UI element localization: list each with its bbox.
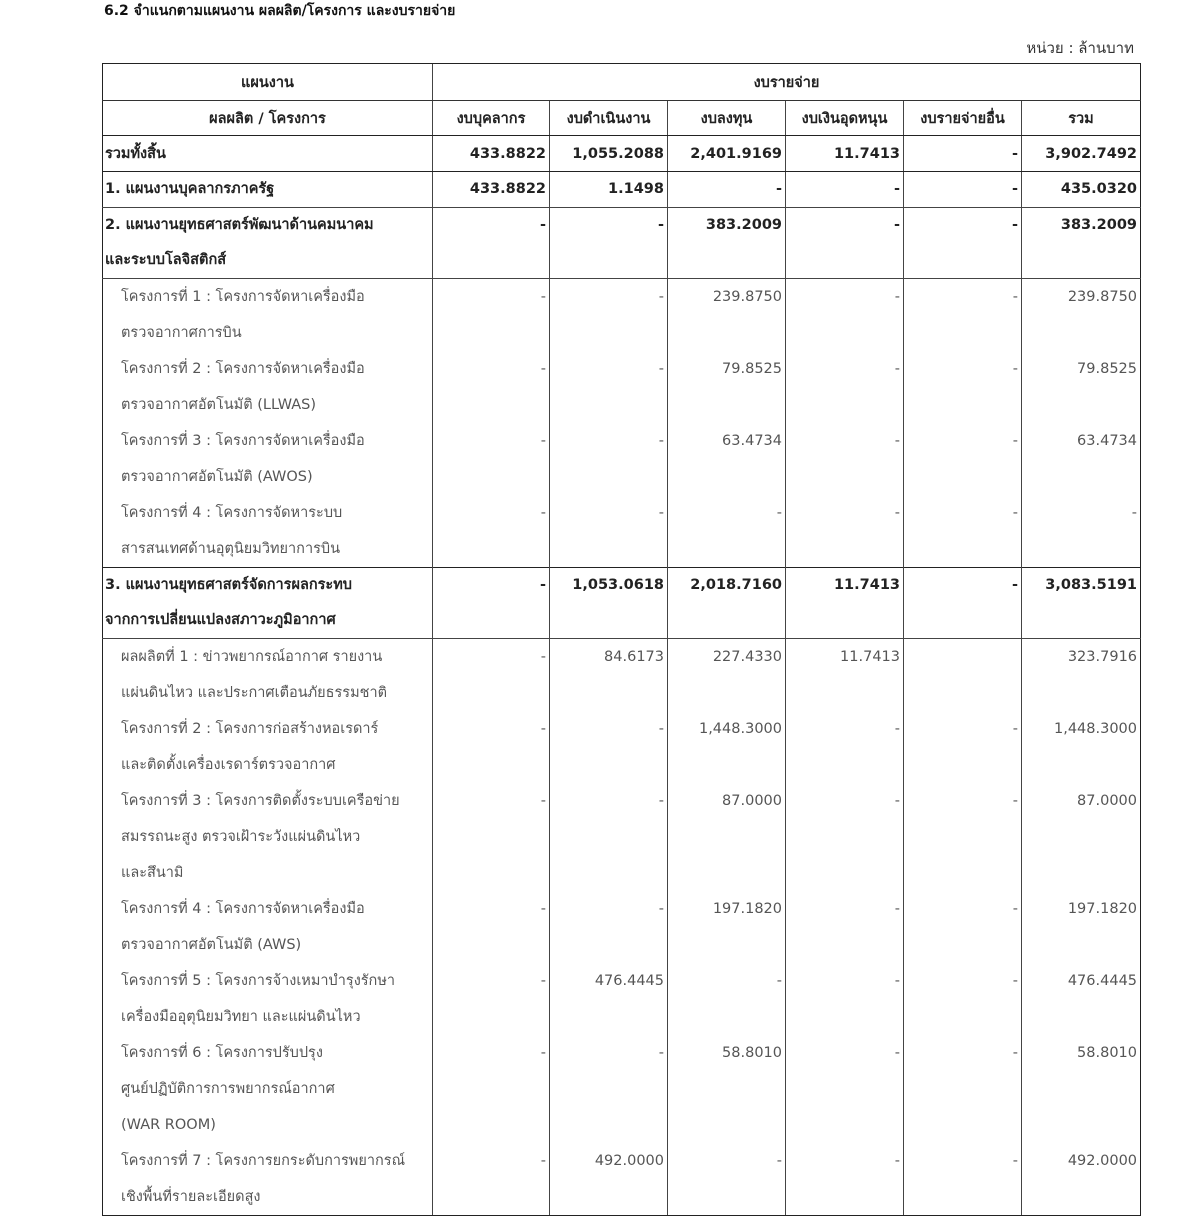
value-investment: 227.4330 xyxy=(668,639,786,712)
value-subsidy: - xyxy=(786,891,904,963)
value-operating: - xyxy=(550,208,668,279)
project-row xyxy=(103,423,1141,495)
project-row xyxy=(103,495,1141,568)
value-operating: - xyxy=(550,1035,668,1143)
project-row xyxy=(103,963,1141,1035)
value-subsidy: - xyxy=(786,1143,904,1216)
col-header-personnel: งบบุคลากร xyxy=(433,101,550,136)
value-operating: - xyxy=(550,279,668,352)
name-line: ผลผลิตที่ 1 : ข่าวพยากรณ์อากาศ รายงาน xyxy=(121,649,383,665)
total-investment: 2,401.9169 xyxy=(668,136,786,172)
col-header-operating: งบดำเนินงาน xyxy=(550,101,668,136)
name-line: ศูนย์ปฏิบัติการการพยากรณ์อากาศ xyxy=(121,1081,335,1097)
project-name xyxy=(103,279,433,352)
total-personnel: 433.8822 xyxy=(433,136,550,172)
value-investment: - xyxy=(668,172,786,208)
value-sum: 3,083.5191 xyxy=(1022,568,1141,639)
value-operating: - xyxy=(550,891,668,963)
project-row xyxy=(103,351,1141,423)
name-line: และติดตั้งเครื่องเรดาร์ตรวจอากาศ xyxy=(121,757,336,773)
col-header-subsidy: งบเงินอุดหนุน xyxy=(786,101,904,136)
value-personnel: - xyxy=(433,1143,550,1216)
name-line: และระบบโลจิสติกส์ xyxy=(105,252,227,268)
project-row xyxy=(103,639,1141,712)
value-personnel: - xyxy=(433,423,550,495)
value-subsidy: - xyxy=(786,279,904,352)
project-row xyxy=(103,1143,1141,1216)
value-subsidy: - xyxy=(786,172,904,208)
value-sum: - xyxy=(1022,495,1141,568)
project-name xyxy=(103,891,433,963)
value-personnel: - xyxy=(433,568,550,639)
name-line: โครงการที่ 5 : โครงการจ้างเหมาบำรุงรักษา xyxy=(121,973,396,989)
value-other: - xyxy=(904,172,1022,208)
value-subsidy: 11.7413 xyxy=(786,568,904,639)
value-personnel: - xyxy=(433,208,550,279)
plan-name xyxy=(103,568,433,639)
value-other: - xyxy=(904,279,1022,352)
name-line: 1. แผนงานบุคลากรภาครัฐ xyxy=(105,181,275,197)
total-other: - xyxy=(904,136,1022,172)
project-name xyxy=(103,495,433,568)
name-line: เครื่องมืออุตุนิยมวิทยา และแผ่นดินไหว xyxy=(121,1009,361,1025)
total-sum: 3,902.7492 xyxy=(1022,136,1141,172)
value-other xyxy=(904,639,1022,712)
table-body xyxy=(103,136,1141,1216)
value-other: - xyxy=(904,1035,1022,1143)
value-investment: 239.8750 xyxy=(668,279,786,352)
value-personnel: - xyxy=(433,783,550,891)
name-line: 2. แผนงานยุทธศาสตร์พัฒนาด้านคมนาคม xyxy=(105,217,374,233)
total-operating: 1,055.2088 xyxy=(550,136,668,172)
name-line: ตรวจอากาศอัตโนมัติ (AWS) xyxy=(121,937,302,953)
value-investment: 63.4734 xyxy=(668,423,786,495)
value-operating: - xyxy=(550,423,668,495)
value-subsidy: - xyxy=(786,495,904,568)
name-line: โครงการที่ 4 : โครงการจัดหาเครื่องมือ xyxy=(121,901,365,917)
value-investment: - xyxy=(668,495,786,568)
total-label: รวมทั้งสิ้น xyxy=(103,136,433,172)
value-investment: 79.8525 xyxy=(668,351,786,423)
value-personnel: 433.8822 xyxy=(433,172,550,208)
plan-row xyxy=(103,568,1141,639)
value-sum: 197.1820 xyxy=(1022,891,1141,963)
name-line: แผ่นดินไหว และประกาศเตือนภัยธรรมชาติ xyxy=(121,685,388,701)
value-subsidy: 11.7413 xyxy=(786,639,904,712)
value-personnel: - xyxy=(433,639,550,712)
project-row xyxy=(103,711,1141,783)
value-sum: 58.8010 xyxy=(1022,1035,1141,1143)
name-line: โครงการที่ 3 : โครงการติดตั้งระบบเครือข่าย xyxy=(121,793,400,809)
value-other: - xyxy=(904,891,1022,963)
unit-label: หน่วย : ล้านบาท xyxy=(1026,39,1134,57)
section-title: 6.2 จำแนกตามแผนงาน ผลผลิต/โครงการ และงบรายจ่าย xyxy=(104,3,456,19)
value-subsidy: - xyxy=(786,208,904,279)
value-operating: 476.4445 xyxy=(550,963,668,1035)
value-investment: 197.1820 xyxy=(668,891,786,963)
value-other: - xyxy=(904,1143,1022,1216)
budget-table xyxy=(102,63,1141,1216)
value-subsidy: - xyxy=(786,711,904,783)
name-line: โครงการที่ 2 : โครงการก่อสร้างหอเรดาร์ xyxy=(121,721,379,737)
value-subsidy: - xyxy=(786,423,904,495)
value-personnel: - xyxy=(433,1035,550,1143)
project-name xyxy=(103,351,433,423)
name-line: 3. แผนงานยุทธศาสตร์จัดการผลกระทบ xyxy=(105,577,352,593)
value-personnel: - xyxy=(433,891,550,963)
value-other: - xyxy=(904,711,1022,783)
value-investment: - xyxy=(668,1143,786,1216)
name-line: สมรรถนะสูง ตรวจเฝ้าระวังแผ่นดินไหว xyxy=(121,829,361,845)
name-line: โครงการที่ 2 : โครงการจัดหาเครื่องมือ xyxy=(121,361,365,377)
plan-header-line1: แผนงาน xyxy=(103,64,433,101)
project-name xyxy=(103,423,433,495)
value-personnel: - xyxy=(433,963,550,1035)
value-other: - xyxy=(904,423,1022,495)
project-row xyxy=(103,783,1141,891)
value-sum: 63.4734 xyxy=(1022,423,1141,495)
value-other: - xyxy=(904,351,1022,423)
project-name xyxy=(103,711,433,783)
col-header-total: รวม xyxy=(1022,101,1141,136)
value-subsidy: - xyxy=(786,963,904,1035)
project-name xyxy=(103,963,433,1035)
value-investment: - xyxy=(668,963,786,1035)
value-investment: 87.0000 xyxy=(668,783,786,891)
value-operating: - xyxy=(550,351,668,423)
name-line: โครงการที่ 6 : โครงการปรับปรุง xyxy=(121,1045,323,1061)
value-sum: 435.0320 xyxy=(1022,172,1141,208)
value-personnel: - xyxy=(433,711,550,783)
plan-row xyxy=(103,208,1141,279)
budget-header: งบรายจ่าย xyxy=(433,64,1141,101)
name-line: เชิงพื้นที่รายละเอียดสูง xyxy=(121,1189,261,1205)
value-personnel: - xyxy=(433,495,550,568)
value-sum: 87.0000 xyxy=(1022,783,1141,891)
project-row xyxy=(103,1035,1141,1143)
plan-name xyxy=(103,172,433,208)
value-operating: 492.0000 xyxy=(550,1143,668,1216)
value-personnel: - xyxy=(433,279,550,352)
name-line: สารสนเทศด้านอุตุนิยมวิทยาการบิน xyxy=(121,541,340,557)
value-operating: 1,053.0618 xyxy=(550,568,668,639)
value-investment: 58.8010 xyxy=(668,1035,786,1143)
total-subsidy: 11.7413 xyxy=(786,136,904,172)
value-investment: 2,018.7160 xyxy=(668,568,786,639)
plan-row xyxy=(103,172,1141,208)
value-sum: 492.0000 xyxy=(1022,1143,1141,1216)
value-operating: - xyxy=(550,495,668,568)
value-operating: 84.6173 xyxy=(550,639,668,712)
value-other: - xyxy=(904,783,1022,891)
project-name xyxy=(103,639,433,712)
col-header-other: งบรายจ่ายอื่น xyxy=(904,101,1022,136)
name-line: ตรวจอากาศอัตโนมัติ (AWOS) xyxy=(121,469,313,485)
name-line: ตรวจอากาศการบิน xyxy=(121,325,242,341)
name-line: โครงการที่ 4 : โครงการจัดหาระบบ xyxy=(121,505,343,521)
name-line: โครงการที่ 3 : โครงการจัดหาเครื่องมือ xyxy=(121,433,365,449)
name-line: โครงการที่ 7 : โครงการยกระดับการพยากรณ์ xyxy=(121,1153,406,1169)
value-sum: 323.7916 xyxy=(1022,639,1141,712)
name-line: จากการเปลี่ยนแปลงสภาวะภูมิอากาศ xyxy=(105,612,336,628)
name-line: และสึนามิ xyxy=(121,865,184,881)
name-line: (WAR ROOM) xyxy=(121,1117,216,1133)
value-subsidy: - xyxy=(786,1035,904,1143)
value-sum: 79.8525 xyxy=(1022,351,1141,423)
value-other: - xyxy=(904,568,1022,639)
value-personnel: - xyxy=(433,351,550,423)
value-operating: 1.1498 xyxy=(550,172,668,208)
project-name xyxy=(103,1143,433,1216)
name-line: โครงการที่ 1 : โครงการจัดหาเครื่องมือ xyxy=(121,289,365,305)
value-other: - xyxy=(904,495,1022,568)
value-investment: 1,448.3000 xyxy=(668,711,786,783)
value-subsidy: - xyxy=(786,351,904,423)
value-sum: 1,448.3000 xyxy=(1022,711,1141,783)
value-sum: 476.4445 xyxy=(1022,963,1141,1035)
value-sum: 239.8750 xyxy=(1022,279,1141,352)
project-name xyxy=(103,1035,433,1143)
col-header-investment: งบลงทุน xyxy=(668,101,786,136)
project-row xyxy=(103,279,1141,352)
value-sum: 383.2009 xyxy=(1022,208,1141,279)
value-investment: 383.2009 xyxy=(668,208,786,279)
value-other: - xyxy=(904,963,1022,1035)
name-line: ตรวจอากาศอัตโนมัติ (LLWAS) xyxy=(121,397,317,413)
total-row xyxy=(103,136,1141,172)
project-row xyxy=(103,891,1141,963)
value-other: - xyxy=(904,208,1022,279)
plan-name xyxy=(103,208,433,279)
value-operating: - xyxy=(550,711,668,783)
value-operating: - xyxy=(550,783,668,891)
project-name xyxy=(103,783,433,891)
value-subsidy: - xyxy=(786,783,904,891)
plan-header-line2: ผลผลิต / โครงการ xyxy=(103,101,433,136)
